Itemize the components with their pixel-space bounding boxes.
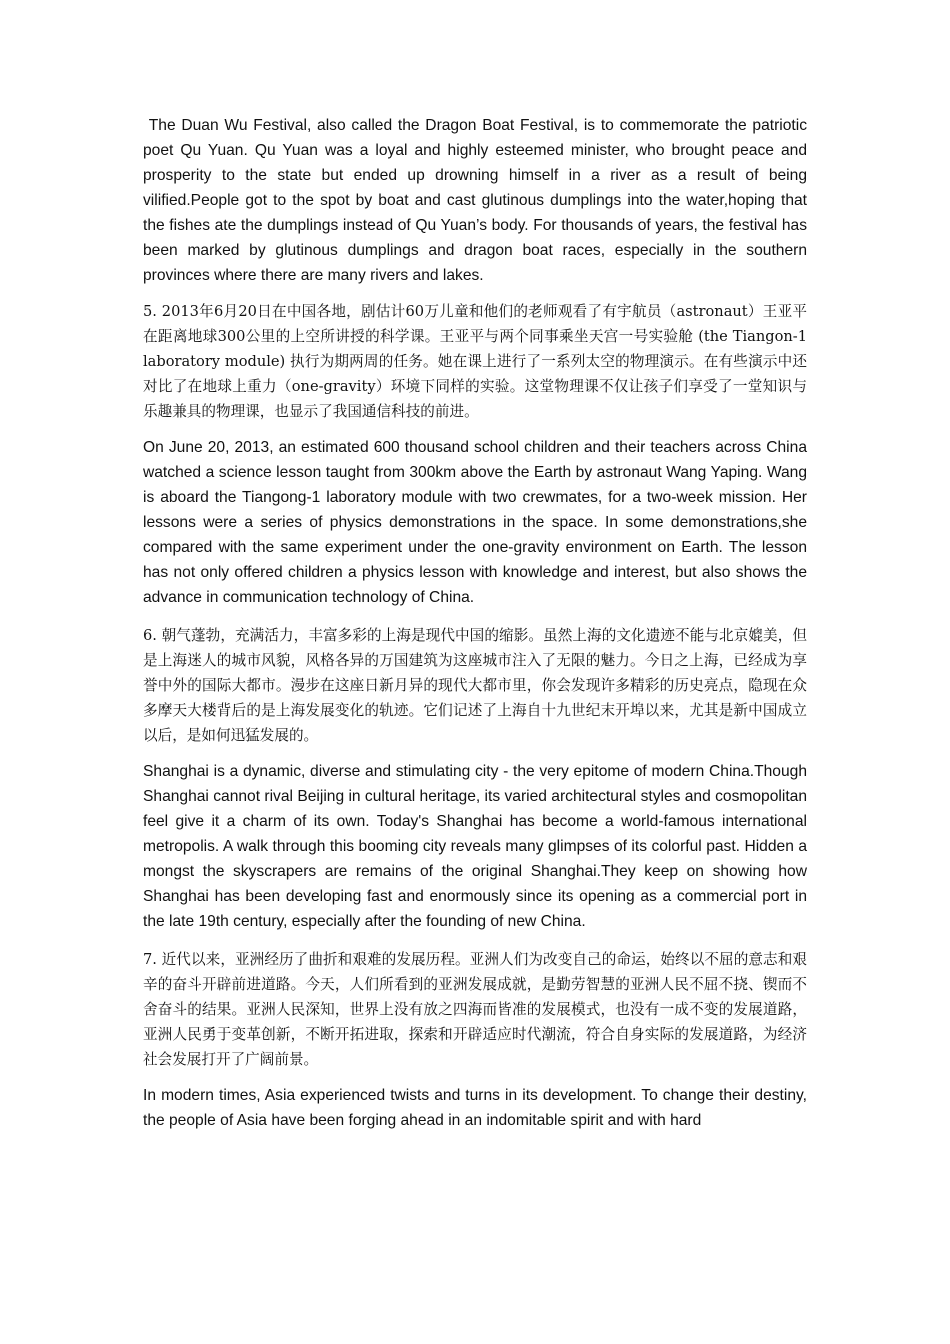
paragraph-dragon-boat-festival-english: The Duan Wu Festival, also called the Dragon Boat Festival, is to commemorate the patriotic poet Qu Yuan. Qu Yuan was a loyal and highly esteemed minister, who brought peace and prosperity to the state but ended up drowning himself in a river as a result of being vilified.People got to the spot by boat and cast glutinous dumplings into the water,hoping that the fishes ate the dumplings instead of Qu Yuan’s body. For thousands of years, the festival has been marked by glutinous dumplings and dragon boat races, especially in the southern provinces where there are many rivers and lakes. [143,117,807,284]
paragraph-6-chinese: 6. 朝气蓬勃，充满活力，丰富多彩的上海是现代中国的缩影。虽然上海的文化遗迹不能与北京媲美，但是上海迷人的城市风貌，风格各异的万国建筑为这座城市注入了无限的魅力。今日之上海，已经成为享誉中外的国际大都市。漫步在这座日新月异的现代大都市里，你会发现许多精彩的历史亮点，隐现在众多摩天大楼背后的是上海发展变化的轨迹。它们记述了上海自十九世纪末开埠以来，尤其是新中国成立以后，是如何迅猛发展的。 [143,627,807,744]
paragraph-5-chinese: 5. 2013年6月20日在中国各地，剧估计60万儿童和他们的老师观看了有宇航员（astronaut）王亚平在距离地球300公里的上空所讲授的科学课。王亚平与两个同事乘坐天宫一号实验舱 (the Tiangon-1 laboratory module) 执行为期两周的任务。她在课上进行了一系列太空的物理演示。在有些演示中还对比了在地球上重力（one-gravity）环境下同样的实验。这堂物理课不仅让孩子们享受了一堂知识与乐趣兼具的物理课，也显示了我国通信科技的前进。 [143,303,807,420]
paragraph-6-english: Shanghai is a dynamic, diverse and stimulating city - the very epitome of modern China.Though Shanghai cannot rival Beijing in cultural heritage, its varied architectural styles and cosmopolitan feel give it a charm of its own. Today's Shanghai has become a world-famous international metropolis. A walk through this booming city reveals many glimpses of its colorful past. Hidden a mongst the skyscrapers are remains of the original Shanghai.They keep on showing how Shanghai has been developing fast and enormously since its opening as a commercial port in the late 19th century, especially after the founding of new China. [143,763,807,930]
document-page [143,113,807,1146]
paragraph-5-english: On June 20, 2013, an estimated 600 thousand school children and their teachers across China watched a science lesson taught from 300km above the Earth by astronaut Wang Yaping. Wang is aboard the Tiangong-1 laboratory module with two crewmates, for a two-week mission. Her lessons were a series of physics demonstrations in the space. In some demonstrations,she compared with the same experiment under the one-gravity environment on Earth. The lesson has not only offered children a physics lesson with knowledge and interest, but also shows the advance in communication technology of China. [143,439,807,606]
paragraph-7-chinese: 7. 近代以来，亚洲经历了曲折和艰难的发展历程。亚洲人们为改变自己的命运，始终以不屈的意志和艰辛的奋斗开辟前进道路。今天，人们所看到的亚洲发展成就，是勤劳智慧的亚洲人民不屈不挠、锲而不舍奋斗的结果。亚洲人民深知，世界上没有放之四海而皆准的发展模式，也没有一成不变的发展道路，亚洲人民勇于变革创新，不断开拓进取，探索和开辟适应时代潮流，符合自身实际的发展道路，为经济社会发展打开了广阔前景。 [143,951,807,1068]
paragraph-7-english: In modern times, Asia experienced twists and turns in its development. To change their destiny, the people of Asia have been forging ahead in an indomitable spirit and with hard [143,1087,807,1129]
